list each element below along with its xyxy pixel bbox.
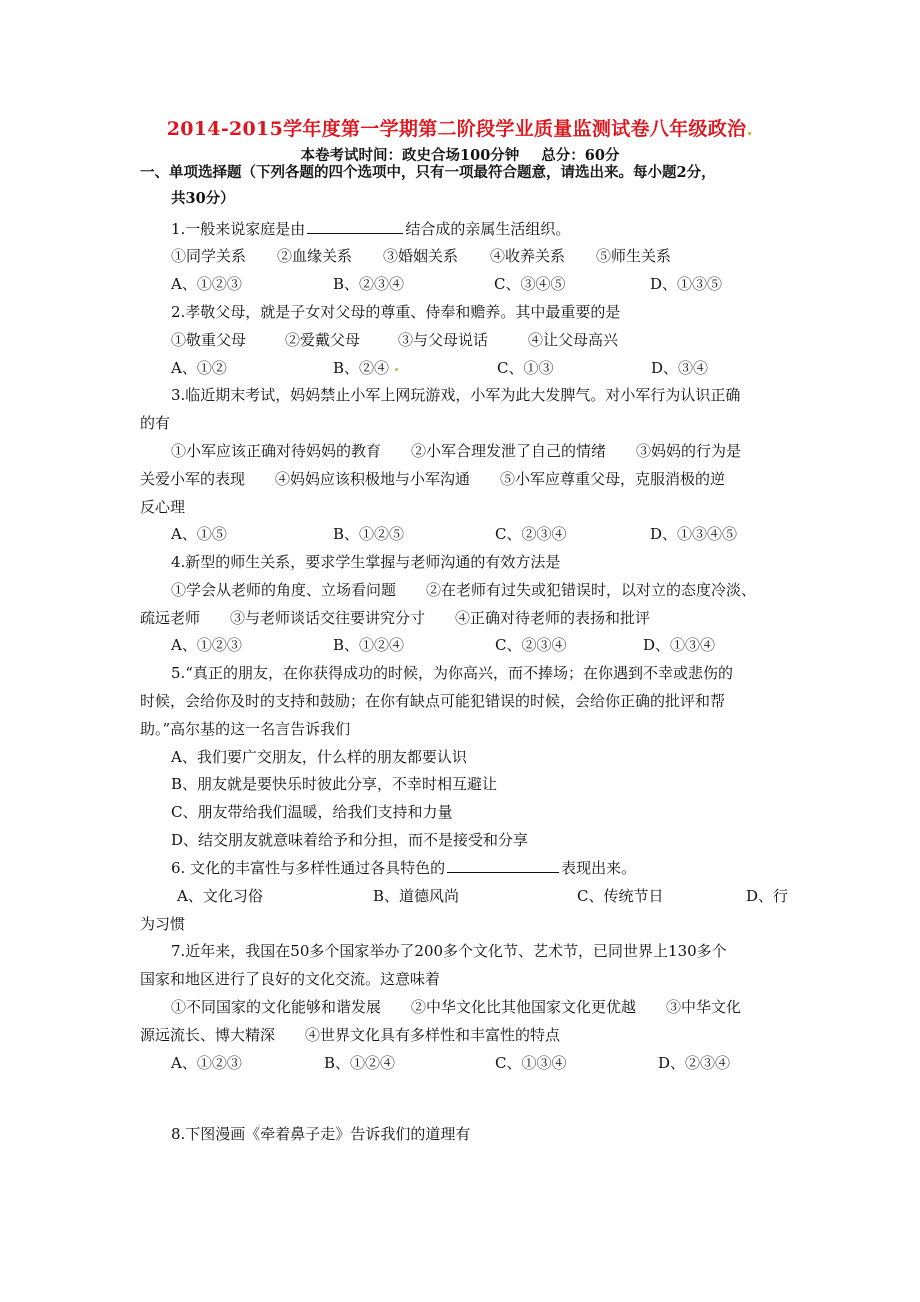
q5-stem-3: 助。”高尔基的这一名言告诉我们 — [140, 720, 351, 738]
q3-stem-2: 的有 — [140, 414, 171, 432]
q3-items-1: ①小军应该正确对待妈妈的教育 ②小军合理发泄了自己的情绪 ③妈妈的行为是 — [171, 442, 742, 460]
q4-items-2: 疏远老师 ③与老师谈话交往要讲究分寸 ④正确对待老师的表扬和批评 — [140, 609, 651, 627]
q5-stem-1: 5.“真正的朋友，在你获得成功的时候，为你高兴，而不捧场；在你遇到不幸或悲伤的 — [171, 664, 733, 682]
q5-stem-2: 时候，会给你及时的支持和鼓励；在你有缺点可能犯错误的时候，会给你正确的批评和帮 — [140, 692, 726, 710]
q4-stem: 4.新型的师生关系，要求学生掌握与老师沟通的有效方法是 — [171, 553, 561, 571]
q3-items-3: 反心理 — [140, 498, 186, 516]
exam-title: 2014-2015学年度第一学期第二阶段学业质量监测试卷八年级政治. — [166, 118, 754, 140]
q7-items-2: 源远流长、博大精深 ④世界文化具有多样性和丰富性的特点 — [140, 1026, 561, 1044]
q6-blank — [447, 858, 559, 873]
q1-blank — [307, 219, 403, 234]
q7-items-1: ①不同国家的文化能够和谐发展 ②中华文化比其他国家文化更优越 ③中华文化 — [171, 998, 742, 1016]
q2-stem: 2.孝敬父母，就是子女对父母的尊重、侍奉和赡养。其中最重要的是 — [171, 303, 621, 321]
section-heading: 一、单项选择题（下列各题的四个选项中，只有一项最符合题意，请选出来。每小题2分， 共30分） — [140, 164, 716, 207]
exam-time: 本卷考试时间：政史合场100分钟 — [300, 147, 520, 164]
q5-option-c: C、朋友带给我们温暖，给我们支持和力量 — [171, 803, 453, 821]
q5-option-b: B、朋友就是要快乐时彼此分享，不幸时相互避让 — [171, 775, 498, 793]
q7-stem-1: 7.近年来，我国在50多个国家举办了200多个文化节、艺术节，已同世界上130多个 — [171, 942, 727, 960]
title-dot: . — [746, 118, 754, 140]
total-score: 总分：60分 — [541, 147, 620, 164]
q4-items-1: ①学会从老师的角度、立场看问题 ②在老师有过失或犯错误时，以对立的态度冷淡、 — [171, 581, 757, 599]
q3-items-2: 关爱小军的表现 ④妈妈应该积极地与小军沟通 ⑤小军应尊重父母，克服消极的逆 — [140, 470, 726, 488]
speck-mark — [395, 368, 398, 371]
q6-option-d-cont: 为习惯 — [140, 915, 186, 933]
q7-stem-2: 国家和地区进行了良好的文化交流。这意味着 — [140, 970, 441, 988]
q3-stem-1: 3.临近期末考试，妈妈禁止小军上网玩游戏，小军为此大发脾气。对小军行为认识正确 — [171, 386, 741, 404]
q5-option-a: A、我们要广交朋友，什么样的朋友都要认识 — [171, 748, 467, 766]
q5-option-d: D、结交朋友就意味着给予和分担，而不是接受和分享 — [171, 831, 529, 849]
q6-stem: 6. 文化的丰富性与多样性通过各具特色的 表现出来。 — [171, 859, 637, 877]
q1-stem: 1.一般来说家庭是由 结合成的亲属生活组织。 — [171, 220, 571, 238]
q8-stem: 8.下图漫画《牵着鼻子走》告诉我们的道理有 — [171, 1125, 471, 1143]
